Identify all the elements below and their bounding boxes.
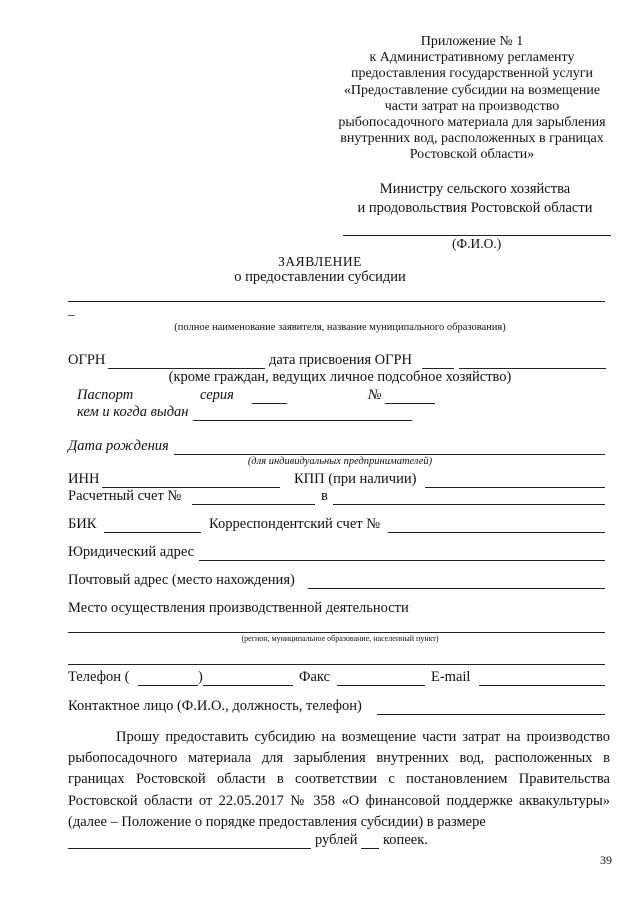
kopecks-label: копеек.	[383, 832, 428, 848]
appendix-line: рыбопосадочного материала для зарыбления	[338, 115, 606, 131]
appendix-line: «Предоставление субсидии на возмещение	[343, 82, 601, 98]
appendix-header	[322, 34, 622, 164]
applicant-caption: (полное наименование заявителя, название муниципального образования)	[174, 322, 506, 333]
corr-account-label: Корреспондентский счет №	[209, 516, 381, 532]
issued-label: кем и когда выдан	[77, 404, 189, 420]
activity-place-label: Место осуществления производственной деятельности	[68, 600, 409, 616]
rubles-label: рублей	[315, 832, 358, 848]
phone-input-line[interactable]	[203, 685, 293, 686]
bank-in-label: в	[321, 488, 328, 504]
extra-address-input-line[interactable]	[68, 664, 605, 665]
number-input-line[interactable]	[385, 403, 435, 404]
phone-label: Телефон (	[68, 669, 130, 685]
bank-input-line[interactable]	[333, 504, 605, 505]
number-label: №	[368, 387, 382, 403]
ogrn-note: (кроме граждан, ведущих личное подсобное хозяйство)	[168, 369, 512, 385]
region-caption: (регион, муниципальное образование, населенный пункт)	[241, 634, 439, 643]
applicant-name-line[interactable]	[68, 301, 605, 302]
legal-address-input-line[interactable]	[199, 560, 605, 561]
addressee-line-1: Министру сельского хозяйства	[379, 181, 571, 197]
series-input-line[interactable]	[252, 403, 287, 404]
appendix-line: части затрат на производство	[384, 98, 560, 114]
fax-label: Факс	[299, 669, 331, 685]
inn-label: ИНН	[68, 471, 100, 487]
activity-place-input-line[interactable]	[68, 632, 605, 633]
request-paragraph	[68, 727, 610, 833]
appendix-line: Приложение № 1	[420, 34, 524, 49]
addressee-block	[340, 180, 610, 218]
corr-account-input-line[interactable]	[388, 532, 605, 533]
bik-label: БИК	[68, 516, 97, 532]
kpp-label: КПП (при наличии)	[294, 471, 417, 487]
form-title: ЗАЯВЛЕНИЕ	[278, 254, 362, 269]
postal-address-label: Почтовый адрес (место нахождения)	[68, 572, 295, 588]
postal-address-input-line[interactable]	[308, 588, 605, 589]
kpp-input-line[interactable]	[425, 487, 605, 488]
account-input-line[interactable]	[192, 504, 315, 505]
birth-date-input-line[interactable]	[174, 454, 605, 455]
fax-input-line[interactable]	[337, 685, 425, 686]
issued-input-line[interactable]	[193, 420, 412, 421]
bik-input-line[interactable]	[104, 532, 201, 533]
form-subtitle: о предоставлении субсидии	[234, 269, 406, 285]
amount-rubles-input-line[interactable]	[68, 848, 311, 849]
phone-close-paren: )	[198, 669, 203, 685]
phone-code-input-line[interactable]	[138, 685, 198, 686]
series-label: серия	[200, 387, 234, 403]
ip-note: (для индивидуальных предпринимателей)	[247, 456, 433, 467]
account-label: Расчетный счет №	[68, 488, 182, 504]
email-label: E-mail	[431, 669, 471, 685]
appendix-line: предоставления государственной услуги	[351, 66, 593, 82]
appendix-line: Ростовской области»	[409, 147, 535, 163]
email-input-line[interactable]	[479, 685, 605, 686]
contact-label: Контактное лицо (Ф.И.О., должность, телефон)	[68, 698, 362, 714]
page-number: 39	[600, 853, 612, 867]
legal-address-label: Юридический адрес	[68, 544, 195, 560]
passport-label: Паспорт	[77, 387, 134, 403]
ogrn-label: ОГРН	[68, 352, 106, 368]
ogrn-date-label: дата присвоения ОГРН	[269, 352, 413, 368]
applicant-dash: _	[68, 302, 75, 317]
request-text: Прошу предоставить субсидию на возмещение части затрат на производство рыбопосадочного материала для зарыбления внутренних вод, расположенных в границах Ростовской области в соответствии с постановлением Правительства Ростовской области от 22.05.2017 № 358 «О финансовой поддержке аквакультуры» (далее – Положение о порядке предоставления субсидии) в размере	[68, 729, 610, 830]
appendix-line: к Административному регламенту	[369, 50, 575, 66]
contact-input-line[interactable]	[377, 714, 605, 715]
fio-caption: (Ф.И.О.)	[452, 236, 502, 251]
amount-kopecks-input-line[interactable]	[361, 848, 379, 849]
addressee-line-2: и продовольствия Ростовской области	[357, 200, 593, 216]
appendix-line: внутренних вод, расположенных в границах	[340, 131, 604, 147]
birth-date-label: Дата рождения	[68, 438, 169, 454]
